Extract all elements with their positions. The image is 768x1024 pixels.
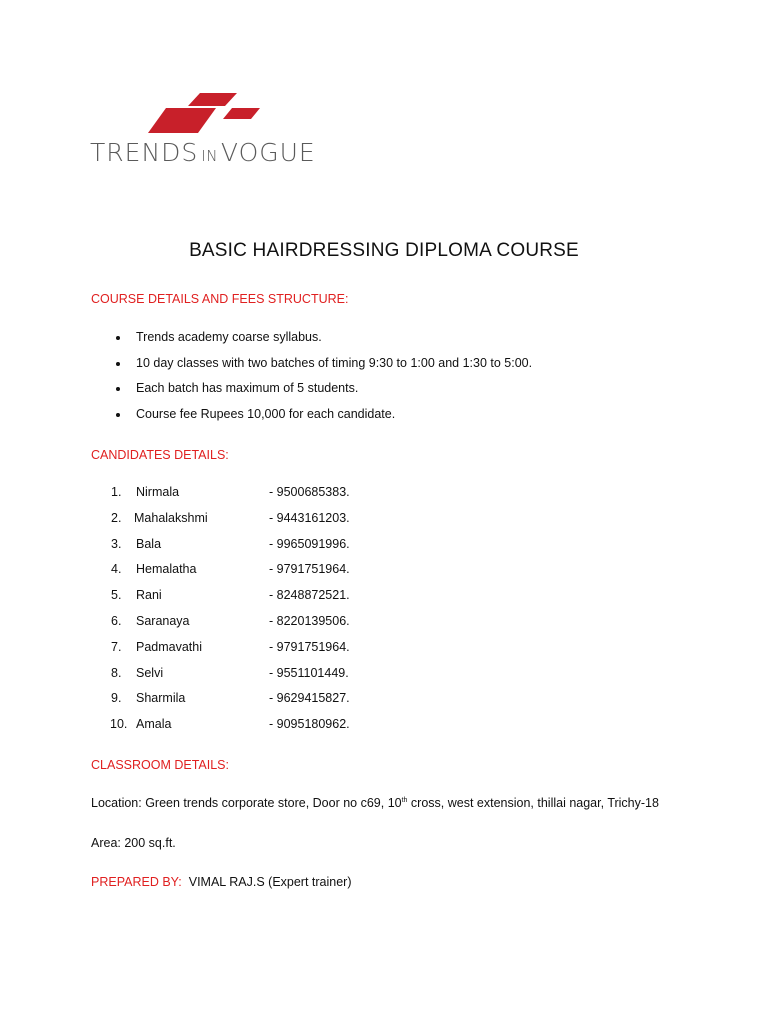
row-number: 8. [111, 665, 122, 680]
logo-brand-main: TRENDS [90, 138, 199, 167]
classroom-heading: CLASSROOM DETAILS: [91, 758, 229, 772]
list-item: 10 day classes with two batches of timing 9:30 to 1:00 and 1:30 to 5:00. [91, 356, 532, 382]
candidate-phone: - 9965091996. [269, 536, 350, 551]
prepared-by-value: VIMAL RAJ.S (Expert trainer) [188, 875, 352, 889]
location-text-end: cross, west extension, thillai nagar, Trichy-18 [407, 796, 659, 810]
course-details-list [91, 330, 532, 432]
row-number: 6. [111, 613, 122, 628]
row-number: 10. [110, 717, 128, 732]
list-item: Course fee Rupees 10,000 for each candidate. [91, 407, 532, 433]
candidate-name: Padmavathi [136, 639, 203, 654]
candidate-name: Nirmala [136, 485, 180, 499]
row-number: 5. [111, 588, 122, 603]
classroom-location [91, 796, 659, 810]
candidate-phone: - 9500685383. [269, 485, 350, 499]
candidate-name: Hemalatha [136, 562, 197, 577]
row-number: 2. [111, 510, 122, 525]
candidate-phone: - 8248872521. [269, 588, 350, 603]
document-title: BASIC HAIRDRESSING DIPLOMA COURSE [189, 240, 579, 261]
logo-wordmark [90, 138, 316, 167]
trends-in-vogue-logo [88, 88, 328, 178]
logo-brand-end: VOGUE [220, 138, 316, 167]
candidate-phone: - 9791751964. [269, 562, 350, 577]
candidate-name: Saranaya [136, 613, 190, 628]
candidates-heading: CANDIDATES DETAILS: [91, 448, 229, 462]
row-number: 3. [111, 536, 122, 551]
candidate-phone: - 8220139506. [269, 613, 350, 628]
candidate-phone: - 9551101449. [269, 665, 349, 680]
logo-mark-icon [88, 88, 278, 138]
row-number: 4. [111, 562, 122, 577]
candidate-name: Amala [136, 717, 172, 732]
candidate-name: Selvi [136, 665, 164, 680]
candidate-phone: - 9629415827. [269, 691, 350, 706]
row-number: 7. [111, 639, 122, 654]
candidate-phone: - 9095180962. [269, 717, 350, 732]
candidate-name: Rani [136, 588, 162, 603]
row-number: 1. [111, 485, 122, 499]
list-item: Trends academy coarse syllabus. [91, 330, 532, 356]
prepared-by [91, 875, 352, 889]
prepared-by-label: PREPARED BY: [91, 875, 182, 889]
location-ordinal: th [401, 797, 408, 804]
candidate-name: Bala [136, 536, 162, 551]
candidate-name: Sharmila [136, 691, 186, 706]
course-details-heading: COURSE DETAILS AND FEES STRUCTURE: [91, 292, 349, 306]
logo-brand-small: IN [201, 147, 218, 165]
classroom-area: Area: 200 sq.ft. [91, 836, 176, 850]
location-text-start: Location: Green trends corporate store, Door no c69, 10 [91, 796, 402, 810]
candidate-phone: - 9791751964. [269, 639, 350, 654]
candidate-phone: - 9443161203. [269, 510, 350, 525]
list-item: Each batch has maximum of 5 students. [91, 381, 532, 407]
candidate-name: Mahalakshmi [134, 510, 208, 525]
row-number: 9. [111, 691, 122, 706]
